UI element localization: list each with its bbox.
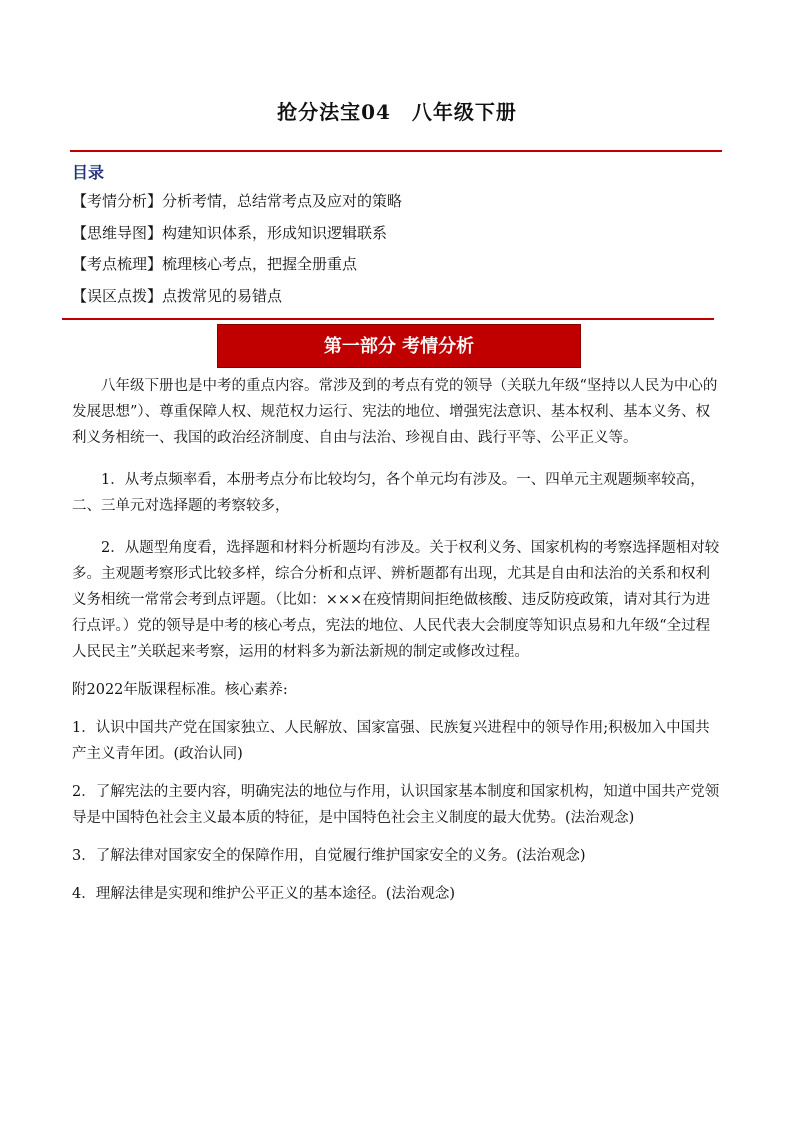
toc-item-analysis: 【考情分析】分析考情，总结常考点及应对的策略: [72, 192, 403, 210]
section-banner: 第一部分 考情分析: [217, 324, 581, 368]
toc-heading: 目录: [72, 163, 105, 182]
document-title: 抢分法宝04 八年级下册: [277, 100, 517, 124]
table-of-contents: [72, 186, 402, 312]
toc-item-review: 【考点梳理】梳理核心考点，把握全册重点: [72, 255, 358, 273]
toc-item-mindmap: 【思维导图】构建知识体系，形成知识逻辑联系: [72, 223, 388, 242]
point-1-paragraph: 1．从考点频率看，本册考点分布比较均匀，各个单元均有涉及。一、四单元主观题频率较高，二、三单元对选择题的考察较多，: [72, 472, 705, 514]
appendix-heading: 附2022年版课程标准。核心素养:: [72, 682, 288, 698]
intro-paragraph: 八年级下册也是中考的重点内容。常涉及到的考点有党的领导（关联九年级“坚持以人民为中心的发展思想”）、尊重保障人权、规范权力运行、宪法的地位、增强宪法意识、基本权利、基本义务、权利义务相统一、我国的政治经济制度、自由与法治、珍视自由、践行平等、公平正义等。: [72, 378, 718, 446]
standard-item-4: 4．理解法律是实现和维护公平正义的基本途径。(法治观念): [72, 886, 456, 902]
toc-item-pitfalls: 【误区点拨】点拨常见的易错点: [72, 286, 283, 305]
bottom-divider: [62, 318, 714, 320]
main-content: [72, 373, 722, 907]
point-2-paragraph: 2．从题型角度看，选择题和材料分析题均有涉及。关于权利义务、国家机构的考察选择题相对较多。主观题考察形式比较多样，综合分析和点评、辨析题都有出现，尤其是自由和法治的关系和权利义务相统一常常会考到点评题。（比如：×××在疫情期间拒绝做核酸、违反防疫政策，请对其行为进行点评。）党的领导是中考的核心考点，宪法的地位、人民代表大会制度等知识点易和九年级“全过程人民民主”关联起来考察，运用的材料多为新法新规的制定或修改过程。: [72, 540, 720, 660]
standard-item-3: 3．了解法律对国家安全的保障作用，自觉履行维护国家安全的义务。(法治观念): [72, 848, 586, 864]
standard-item-1: 1．认识中国共产党在国家独立、人民解放、国家富强、民族复兴进程中的领导作用;积极加入中国共产主义青年团。(政治认同): [72, 720, 710, 762]
top-divider: [70, 150, 722, 152]
standard-item-2: 2．了解宪法的主要内容，明确宪法的地位与作用，认识国家基本制度和国家机构，知道中国共产党领导是中国特色社会主义最本质的特征，是中国特色社会主义制度的最大优势。(法治观念): [72, 784, 720, 826]
